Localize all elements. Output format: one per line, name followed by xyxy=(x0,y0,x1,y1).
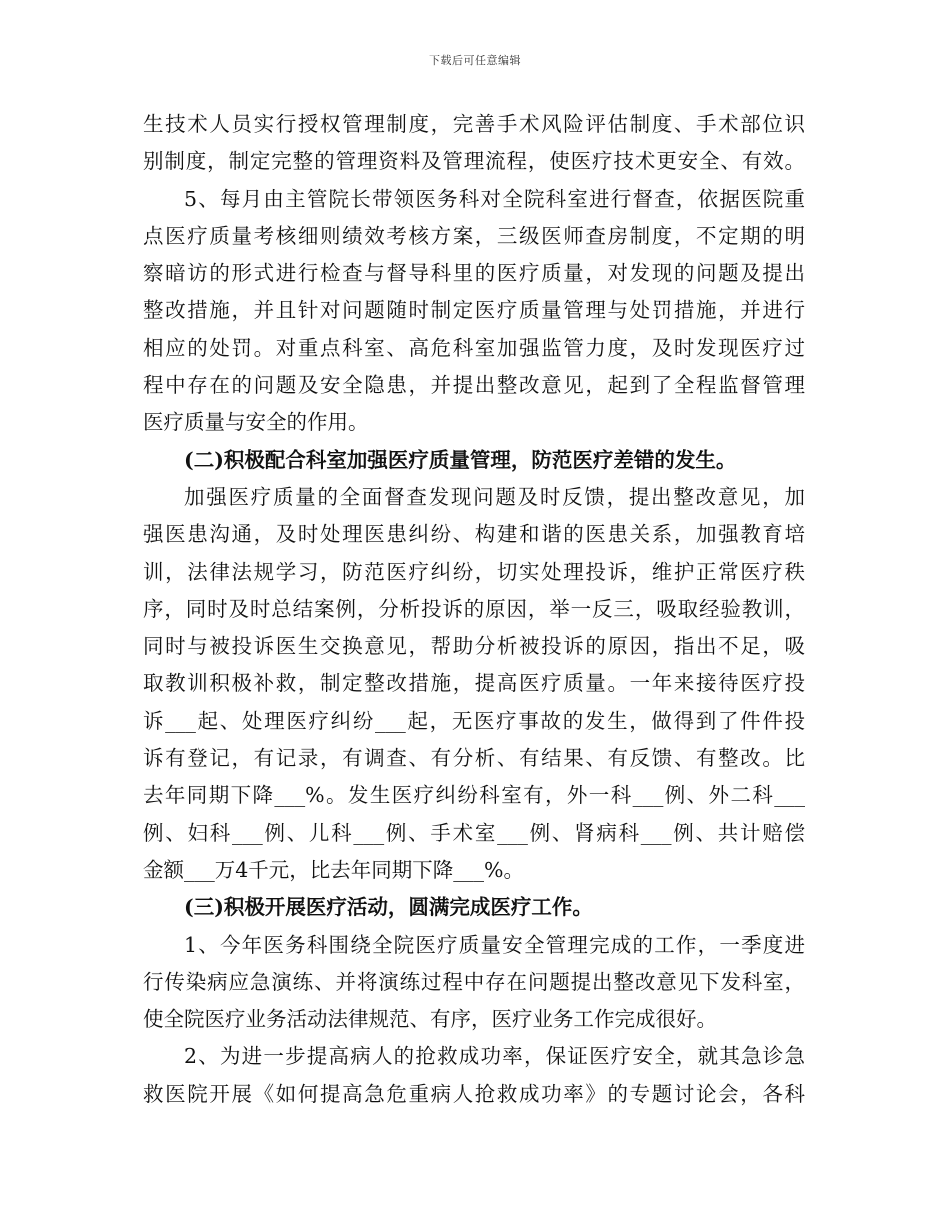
paragraph-line: 例、妇科___例、儿科___例、手术室___例、肾病科___例、共计赔偿 xyxy=(143,820,805,845)
paragraph-line: 1、今年医务科围绕全院医疗质量安全管理完成的工作，一季度进 xyxy=(184,932,805,957)
section-heading-line: (二)积极配合科室加强医疗质量管理，防范医疗差错的发生。 xyxy=(184,447,737,472)
paragraph-line: 训，法律法规学习，防范医疗纠纷，切实处理投诉，维护正常医疗秩 xyxy=(143,559,805,584)
paragraph-line: 整改措施，并且针对问题随时制定医疗质量管理与处罚措施，并进行 xyxy=(143,298,805,323)
paragraph-line: 取教训积极补救，制定整改措施，提高医疗质量。一年来接待医疗投 xyxy=(143,671,805,696)
paragraph-line: 诉___起、处理医疗纠纷___起，无医疗事故的发生，做得到了件件投 xyxy=(143,708,805,733)
paragraph-line: 医疗质量与安全的作用。 xyxy=(143,410,369,435)
paragraph-line: 察暗访的形式进行检查与督导科里的医疗质量，对发现的问题及提出 xyxy=(143,261,805,286)
paragraph-line: 使全院医疗业务活动法律规范、有序，医疗业务工作完成很好。 xyxy=(143,1007,717,1032)
paragraph-line: 加强医疗质量的全面督查发现问题及时反馈，提出整改意见，加 xyxy=(184,484,805,509)
paragraph-line: 诉有登记，有记录，有调查、有分析、有结果、有反馈、有整改。比 xyxy=(143,746,805,771)
paragraph-line: 强医患沟通，及时处理医患纠纷、构建和谐的医患关系，加强教育培 xyxy=(143,522,805,547)
paragraph-line: 程中存在的问题及安全隐患，并提出整改意见，起到了全程监督管理 xyxy=(143,373,805,398)
paragraph-line: 别制度，制定完整的管理资料及管理流程，使医疗技术更安全、有效。 xyxy=(143,149,805,174)
document-body xyxy=(143,106,805,1113)
paragraph-line: 同时与被投诉医生交换意见，帮助分析被投诉的原因，指出不足，吸 xyxy=(143,634,805,659)
paragraph-line: 相应的处罚。对重点科室、高危科室加强监管力度，及时发现医疗过 xyxy=(143,335,805,360)
paragraph-line: 序，同时及时总结案例，分析投诉的原因，举一反三，吸取经验教训， xyxy=(143,596,805,621)
paragraph-line: 点医疗质量考核细则绩效考核方案，三级医师查房制度，不定期的明 xyxy=(143,223,805,248)
paragraph-line: 行传染病应急演练、并将演练过程中存在问题提出整改意见下发科室， xyxy=(143,969,805,994)
paragraph-line: 2、为进一步提高病人的抢救成功率，保证医疗安全，就其急诊急 xyxy=(184,1044,805,1069)
paragraph-line: 金额___万4千元，比去年同期下降___%。 xyxy=(143,857,525,882)
paragraph-line: 去年同期下降___%。发生医疗纠纷科室有，外一科___例、外二科___ xyxy=(143,783,805,808)
paragraph-line: 生技术人员实行授权管理制度，完善手术风险评估制度、手术部位识 xyxy=(143,112,805,136)
paragraph-line: 5、每月由主管院长带领医务科对全院科室进行督查，依据医院重 xyxy=(184,186,805,211)
page-header: 下载后可任意编辑 xyxy=(429,54,521,67)
section-heading-line: (三)积极开展医疗活动，圆满完成医疗工作。 xyxy=(184,895,593,920)
paragraph-line: 救医院开展《如何提高急危重病人抢救成功率》的专题讨论会，各科 xyxy=(143,1081,805,1106)
